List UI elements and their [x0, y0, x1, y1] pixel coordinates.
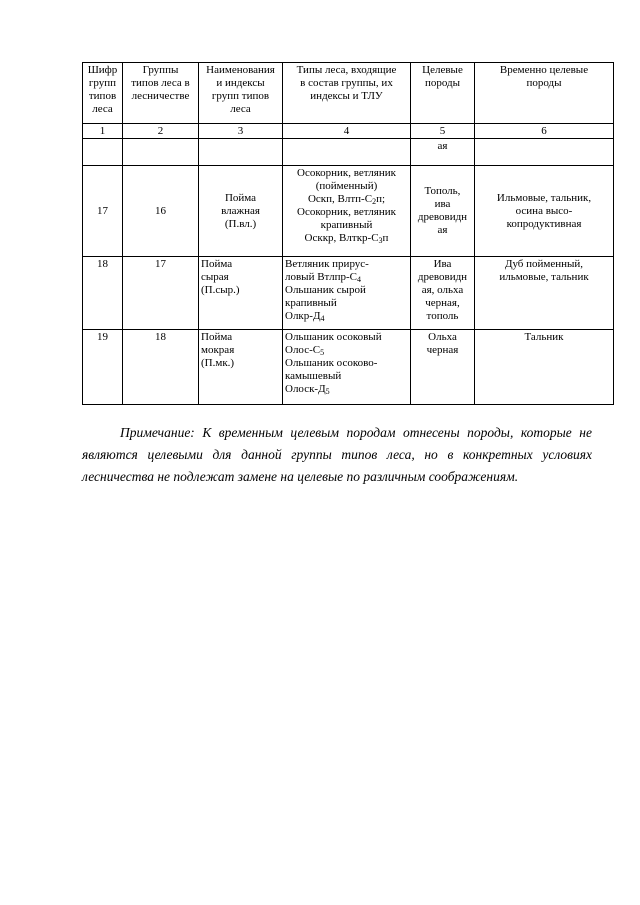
column-number-row — [83, 124, 614, 139]
cell-target-species: Ива древовидн ая, ольха черная, тополь — [411, 257, 475, 330]
cell-name: Пойма мокрая (П.мк.) — [199, 330, 283, 405]
cell-forest-types: Ольшаник осоковый Олос-$С_5$ Ольшаник осоково- камышевый Олоск-$Д_5$ — [283, 330, 411, 405]
header-cell-groups: Группы типов леса в лесничестве — [123, 63, 199, 124]
table-row — [83, 330, 614, 405]
cell-forest-types: Осокорник, ветляник (пойменный) Оскп, Влтп-$С_2п$; Осокорник, ветляник крапивный Осккр, Влткр-$С_3п$ — [283, 166, 411, 257]
table-note: Примечание: К временным целевым породам отнесены породы, которые не являются целевыми для данной группы типов леса, но в конкретных условиях лесничества не подлежат замене на целевые по различным соображениям. — [82, 425, 592, 484]
cell-temporary-species: Дуб пойменный, ильмовые, тальник — [475, 257, 614, 330]
cell-cipher: 18 — [83, 257, 123, 330]
cell-temporary-species: Ильмовые, тальник, осина высо- копродуктивная — [475, 166, 614, 257]
table-row — [83, 166, 614, 257]
cell-group: 18 — [123, 330, 199, 405]
cell-target-species: Ольха черная — [411, 330, 475, 405]
cell-cipher: 17 — [83, 166, 123, 257]
table-cell — [475, 139, 614, 166]
column-number: 5 — [411, 124, 475, 139]
cell-temporary-species: Тальник — [475, 330, 614, 405]
table-cell — [283, 139, 411, 166]
table-cell — [123, 139, 199, 166]
header-cell-target-species: Целевые породы — [411, 63, 475, 124]
column-number: 3 — [199, 124, 283, 139]
table-cell-target-continuation: ая — [411, 139, 475, 166]
table-cell — [83, 139, 123, 166]
table-row — [83, 257, 614, 330]
cell-target-species: Тополь, ива древовидн ая — [411, 166, 475, 257]
column-number: 1 — [83, 124, 123, 139]
header-cell-names: Наименования и индексы групп типов леса — [199, 63, 283, 124]
column-number: 6 — [475, 124, 614, 139]
table-cell — [199, 139, 283, 166]
header-cell-forest-types: Типы леса, входящие в состав группы, их индексы и ТЛУ — [283, 63, 411, 124]
header-cell-temporary-target-species: Временно целевые породы — [475, 63, 614, 124]
table-header-row — [83, 63, 614, 124]
cell-group: 17 — [123, 257, 199, 330]
continuation-row — [83, 139, 614, 166]
header-cell-cipher: Шифр групп типов леса — [83, 63, 123, 124]
column-number: 2 — [123, 124, 199, 139]
cell-group: 16 — [123, 166, 199, 257]
forest-types-table — [82, 62, 614, 405]
cell-forest-types: Ветляник прирус- ловый Втлпр-$С_4$ Ольшаник сырой крапивный Олкр-$Д_4$ — [283, 257, 411, 330]
cell-name: Пойма влажная (П.вл.) — [199, 166, 283, 257]
cell-name: Пойма сырая (П.сыр.) — [199, 257, 283, 330]
cell-cipher: 19 — [83, 330, 123, 405]
column-number: 4 — [283, 124, 411, 139]
